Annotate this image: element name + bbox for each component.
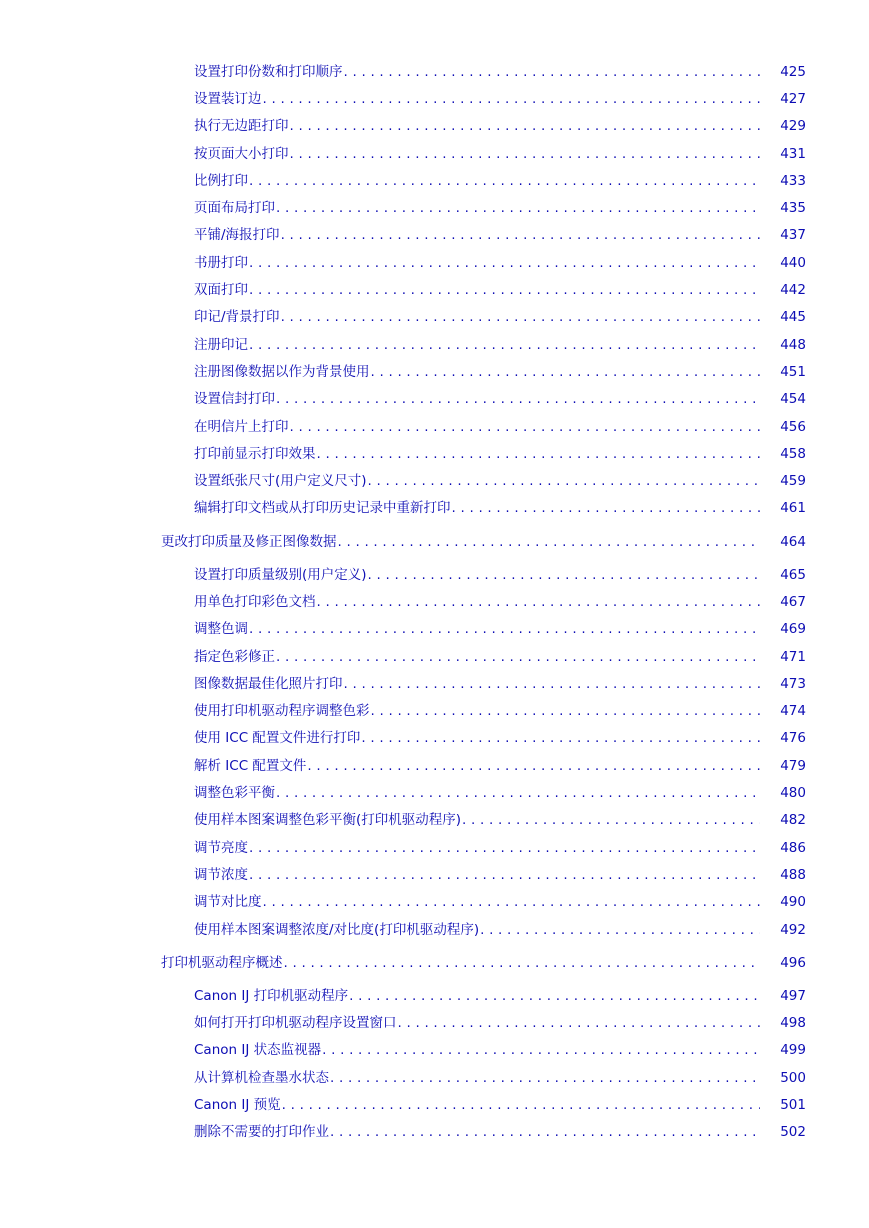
toc-entry-title: 调整色调 bbox=[194, 621, 248, 638]
toc-entry-title: 调整色彩平衡 bbox=[194, 785, 275, 802]
toc-page-number: 456 bbox=[780, 418, 806, 435]
toc-entry-link[interactable] bbox=[0, 467, 869, 494]
dot-leader bbox=[290, 145, 761, 163]
dot-leader bbox=[249, 336, 760, 354]
toc-entry-title: 书册打印 bbox=[194, 254, 248, 271]
toc-entry-link[interactable] bbox=[0, 222, 869, 249]
toc-entry-title: 使用打印机驱动程序调整色彩 bbox=[194, 703, 370, 720]
toc-entry-link[interactable] bbox=[0, 779, 869, 806]
toc-page-number: 429 bbox=[780, 118, 806, 135]
toc-page-number: 480 bbox=[780, 785, 806, 802]
toc-entry-title: 从计算机检查墨水状态 bbox=[194, 1069, 329, 1086]
dot-leader bbox=[276, 648, 760, 666]
toc-entry-title: Canon IJ 状态监视器 bbox=[194, 1042, 322, 1059]
toc-entry-link[interactable] bbox=[0, 140, 869, 167]
toc-entry-link[interactable] bbox=[0, 698, 869, 725]
toc-page-number: 467 bbox=[780, 593, 806, 610]
toc-entry-title: 调节浓度 bbox=[194, 866, 248, 883]
dot-leader bbox=[330, 1123, 760, 1141]
toc-entry-link[interactable] bbox=[0, 249, 869, 276]
dot-leader bbox=[290, 418, 761, 436]
dot-leader bbox=[282, 1096, 760, 1114]
toc-page-number: 451 bbox=[780, 363, 806, 380]
toc-entry-title: 执行无边距打印 bbox=[194, 118, 289, 135]
toc-entry-link[interactable] bbox=[0, 331, 869, 358]
toc-page-number: 502 bbox=[780, 1124, 806, 1141]
dot-leader bbox=[344, 63, 761, 81]
dot-leader bbox=[338, 533, 761, 551]
toc-entry-link[interactable] bbox=[0, 167, 869, 194]
toc-page-number: 442 bbox=[780, 282, 806, 299]
toc-entry-link[interactable] bbox=[0, 1010, 869, 1037]
toc-entry-link[interactable] bbox=[0, 440, 869, 467]
toc-page-number: 498 bbox=[780, 1015, 806, 1032]
toc-page-number: 474 bbox=[780, 703, 806, 720]
toc-page-number: 445 bbox=[780, 309, 806, 326]
dot-leader bbox=[368, 566, 760, 584]
toc-entry-link[interactable] bbox=[0, 58, 869, 85]
dot-leader bbox=[281, 308, 760, 326]
dot-leader bbox=[249, 620, 760, 638]
dot-leader bbox=[317, 445, 761, 463]
toc-entry-title: 注册图像数据以作为背景使用 bbox=[194, 363, 370, 380]
toc-page-number: 433 bbox=[780, 172, 806, 189]
toc-entry-title: 使用样本图案调整色彩平衡(打印机驱动程序) bbox=[194, 812, 462, 829]
toc-entry-title: 设置装订边 bbox=[194, 90, 262, 107]
toc-entry-link[interactable] bbox=[0, 386, 869, 413]
toc-page-number: 464 bbox=[780, 533, 806, 550]
dot-leader bbox=[249, 866, 760, 884]
toc-page-number: 437 bbox=[780, 227, 806, 244]
dot-leader bbox=[322, 1041, 760, 1059]
dot-leader bbox=[452, 499, 761, 517]
dot-leader bbox=[276, 390, 760, 408]
dot-leader bbox=[290, 117, 761, 135]
dot-leader bbox=[263, 90, 761, 108]
toc-entry-title: 设置打印份数和打印顺序 bbox=[194, 63, 343, 80]
toc-entry-title: 注册印记 bbox=[194, 336, 248, 353]
toc-page-number: 488 bbox=[780, 866, 806, 883]
toc-entry-title: 设置纸张尺寸(用户定义尺寸) bbox=[194, 473, 367, 490]
toc-entry-link[interactable] bbox=[0, 304, 869, 331]
toc-page-number: 458 bbox=[780, 445, 806, 462]
toc-page-number: 490 bbox=[780, 894, 806, 911]
toc-section-link[interactable] bbox=[0, 943, 869, 982]
toc-entry-title: 打印机驱动程序概述 bbox=[161, 954, 283, 971]
toc-page-number: 435 bbox=[780, 200, 806, 217]
toc-page-number: 461 bbox=[780, 500, 806, 517]
toc-page-number: 496 bbox=[780, 954, 806, 971]
dot-leader bbox=[480, 921, 760, 939]
toc-entry-title: 印记/背景打印 bbox=[194, 309, 280, 326]
toc-entry-title: 图像数据最佳化照片打印 bbox=[194, 675, 343, 692]
dot-leader bbox=[249, 254, 760, 272]
toc-entry-title: 按页面大小打印 bbox=[194, 145, 289, 162]
toc-page-number: 471 bbox=[780, 648, 806, 665]
toc-entry-link[interactable] bbox=[0, 113, 869, 140]
toc-page-number: 448 bbox=[780, 336, 806, 353]
dot-leader bbox=[371, 363, 761, 381]
dot-leader bbox=[398, 1014, 761, 1032]
toc-entry-title: 打印前显示打印效果 bbox=[194, 445, 316, 462]
toc-entry-title: 删除不需要的打印作业 bbox=[194, 1124, 329, 1141]
dot-leader bbox=[263, 893, 761, 911]
toc-page-number: 501 bbox=[780, 1097, 806, 1114]
toc-entry-link[interactable] bbox=[0, 85, 869, 112]
toc-entry-link[interactable] bbox=[0, 561, 869, 588]
toc-entry-title: 页面布局打印 bbox=[194, 200, 275, 217]
toc-entry-link[interactable] bbox=[0, 889, 869, 916]
toc-page-number: 440 bbox=[780, 254, 806, 271]
toc-entry-title: 解析 ICC 配置文件 bbox=[194, 757, 307, 774]
dot-leader bbox=[361, 729, 760, 747]
toc-entry-link[interactable] bbox=[0, 1037, 869, 1064]
toc-entry-link[interactable] bbox=[0, 643, 869, 670]
toc-page-number: 492 bbox=[780, 921, 806, 938]
dot-leader bbox=[249, 172, 760, 190]
toc-entry-title: 指定色彩修正 bbox=[194, 648, 275, 665]
toc-page-number: 473 bbox=[780, 675, 806, 692]
toc-entry-title: 平铺/海报打印 bbox=[194, 227, 280, 244]
toc-entry-title: 调节亮度 bbox=[194, 839, 248, 856]
toc-entry-link[interactable] bbox=[0, 1119, 869, 1146]
toc-entry-title: 编辑打印文档或从打印历史记录中重新打印 bbox=[194, 500, 451, 517]
toc-entry-link[interactable] bbox=[0, 588, 869, 615]
toc-entry-link[interactable] bbox=[0, 194, 869, 221]
toc-entry-link[interactable] bbox=[0, 982, 869, 1009]
dot-leader bbox=[349, 987, 760, 1005]
dot-leader bbox=[249, 839, 760, 857]
dot-leader bbox=[307, 757, 760, 775]
toc-page-number: 459 bbox=[780, 473, 806, 490]
toc-entry-title: 用单色打印彩色文档 bbox=[194, 593, 316, 610]
dot-leader bbox=[249, 281, 760, 299]
toc-entry-link[interactable] bbox=[0, 1091, 869, 1118]
dot-leader bbox=[371, 702, 761, 720]
toc-entry-title: 比例打印 bbox=[194, 172, 248, 189]
toc-entry-link[interactable] bbox=[0, 1064, 869, 1091]
toc-entry-link[interactable] bbox=[0, 916, 869, 943]
toc-entry-title: 使用样本图案调整浓度/对比度(打印机驱动程序) bbox=[194, 921, 480, 938]
toc-page-number: 486 bbox=[780, 839, 806, 856]
dot-leader bbox=[276, 199, 760, 217]
toc-entry-link[interactable] bbox=[0, 413, 869, 440]
dot-leader bbox=[284, 954, 761, 972]
toc-entry-link[interactable] bbox=[0, 861, 869, 888]
dot-leader bbox=[344, 675, 761, 693]
toc-entry-title: 设置打印质量级别(用户定义) bbox=[194, 566, 367, 583]
toc-entry-link[interactable] bbox=[0, 670, 869, 697]
table-of-contents bbox=[0, 58, 869, 1146]
toc-page-number: 469 bbox=[780, 621, 806, 638]
dot-leader bbox=[330, 1069, 760, 1087]
toc-entry-link[interactable] bbox=[0, 276, 869, 303]
toc-entry-link[interactable] bbox=[0, 807, 869, 834]
toc-entry-title: 设置信封打印 bbox=[194, 391, 275, 408]
toc-entry-title: Canon IJ 预览 bbox=[194, 1097, 281, 1114]
dot-leader bbox=[317, 593, 761, 611]
toc-entry-title: 使用 ICC 配置文件进行打印 bbox=[194, 730, 361, 747]
toc-entry-title: 双面打印 bbox=[194, 282, 248, 299]
toc-section-link[interactable] bbox=[0, 522, 869, 561]
toc-entry-link[interactable] bbox=[0, 725, 869, 752]
toc-page-number: 454 bbox=[780, 391, 806, 408]
toc-page-number: 427 bbox=[780, 90, 806, 107]
dot-leader bbox=[281, 226, 760, 244]
toc-entry-title: Canon IJ 打印机驱动程序 bbox=[194, 987, 349, 1004]
toc-page-number: 479 bbox=[780, 757, 806, 774]
dot-leader bbox=[462, 811, 760, 829]
toc-page-number: 476 bbox=[780, 730, 806, 747]
toc-page-number: 431 bbox=[780, 145, 806, 162]
toc-entry-title: 更改打印质量及修正图像数据 bbox=[161, 533, 337, 550]
toc-entry-title: 如何打开打印机驱动程序设置窗口 bbox=[194, 1015, 397, 1032]
toc-entry-title: 在明信片上打印 bbox=[194, 418, 289, 435]
dot-leader bbox=[368, 472, 760, 490]
toc-page-number: 499 bbox=[780, 1042, 806, 1059]
toc-entry-link[interactable] bbox=[0, 752, 869, 779]
toc-entry-title: 调节对比度 bbox=[194, 894, 262, 911]
toc-page-number: 482 bbox=[780, 812, 806, 829]
toc-entry-link[interactable] bbox=[0, 616, 869, 643]
toc-page-number: 425 bbox=[780, 63, 806, 80]
toc-entry-link[interactable] bbox=[0, 834, 869, 861]
toc-entry-link[interactable] bbox=[0, 358, 869, 385]
dot-leader bbox=[276, 784, 760, 802]
toc-page-number: 465 bbox=[780, 566, 806, 583]
toc-entry-link[interactable] bbox=[0, 495, 869, 522]
toc-page-number: 497 bbox=[780, 987, 806, 1004]
toc-page-number: 500 bbox=[780, 1069, 806, 1086]
